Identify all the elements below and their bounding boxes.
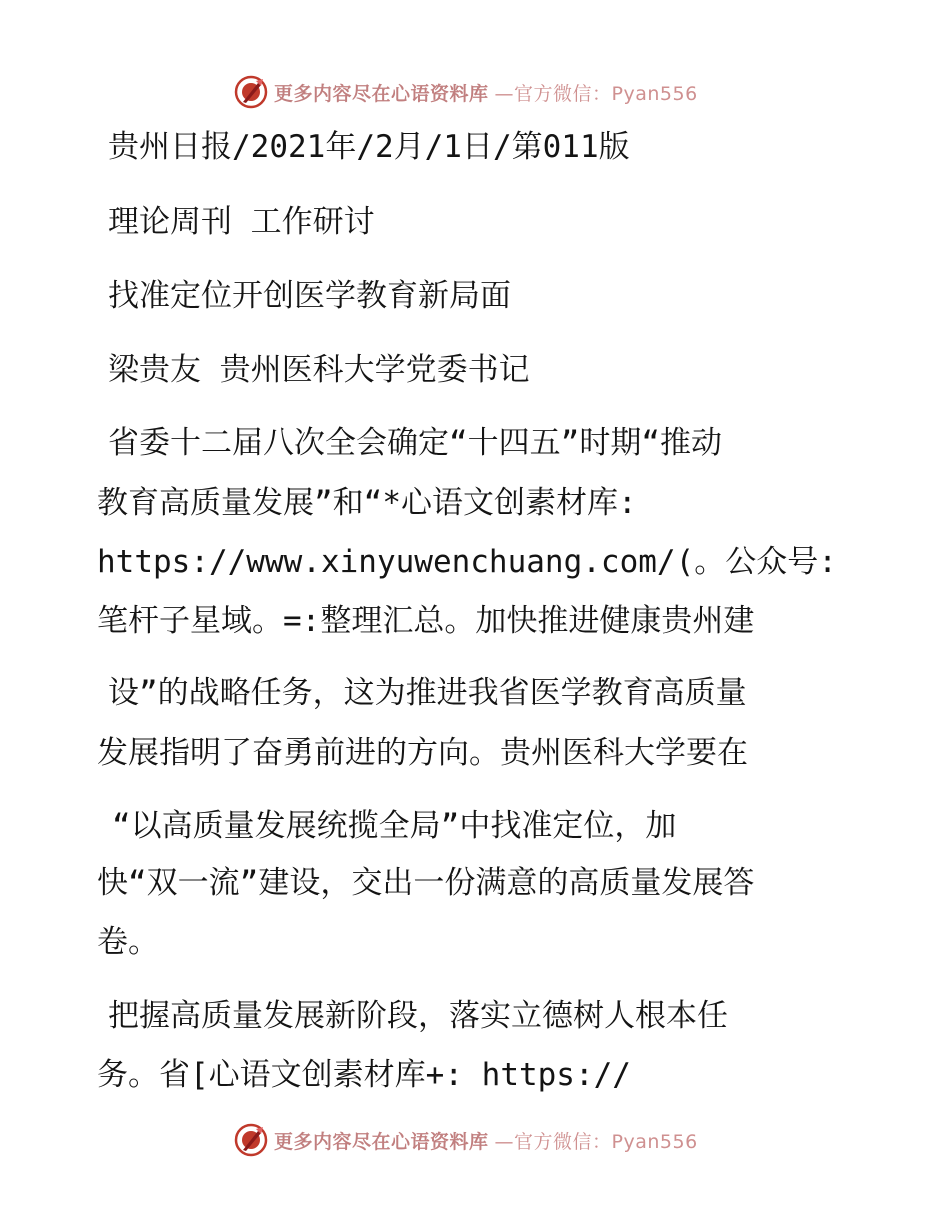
quill-logo-icon [234, 75, 268, 109]
text-line: 设”的战略任务，这为推进我省医学教育高质量 [108, 675, 747, 711]
text-line: 省委十二届八次全会确定“十四五”时期“推动 [108, 425, 722, 461]
text-line-section: 理论周刊 工作研讨 [108, 204, 375, 240]
footer-watermark [234, 1120, 754, 1160]
text-line: 卷。 [97, 924, 159, 960]
text-line: 快“双一流”建设，交出一份满意的高质量发展答 [97, 865, 755, 901]
quill-logo-icon [234, 1123, 268, 1157]
text-line: 发展指明了奋勇前进的方向。贵州医科大学要在 [97, 735, 748, 771]
text-line: 务。省[心语文创素材库+: https:// [97, 1057, 631, 1093]
text-line: 把握高质量发展新阶段，落实立德树人根本任 [108, 998, 728, 1034]
watermark-wechat: —官方微信：Pyan556 [494, 1130, 698, 1153]
text-line-title: 找准定位开创医学教育新局面 [108, 278, 511, 314]
watermark-text: 更多内容尽在心语资料库 [274, 82, 489, 105]
text-line: 教育高质量发展”和“*心语文创素材库: [97, 485, 637, 521]
text-line: https://www.xinyuwenchuang.com/(。公众号: [97, 544, 837, 580]
text-line-author: 梁贵友 贵州医科大学党委书记 [108, 352, 530, 388]
text-line-date: 贵州日报/2021年/2月/1日/第011版 [108, 129, 630, 165]
header-watermark [234, 72, 754, 112]
watermark-text: 更多内容尽在心语资料库 [274, 1130, 489, 1153]
watermark-wechat: —官方微信：Pyan556 [494, 82, 698, 105]
text-line: “以高质量发展统揽全局”中找准定位，加 [112, 808, 677, 844]
text-line: 笔杆子星域。=:整理汇总。加快推进健康贵州建 [97, 603, 755, 639]
